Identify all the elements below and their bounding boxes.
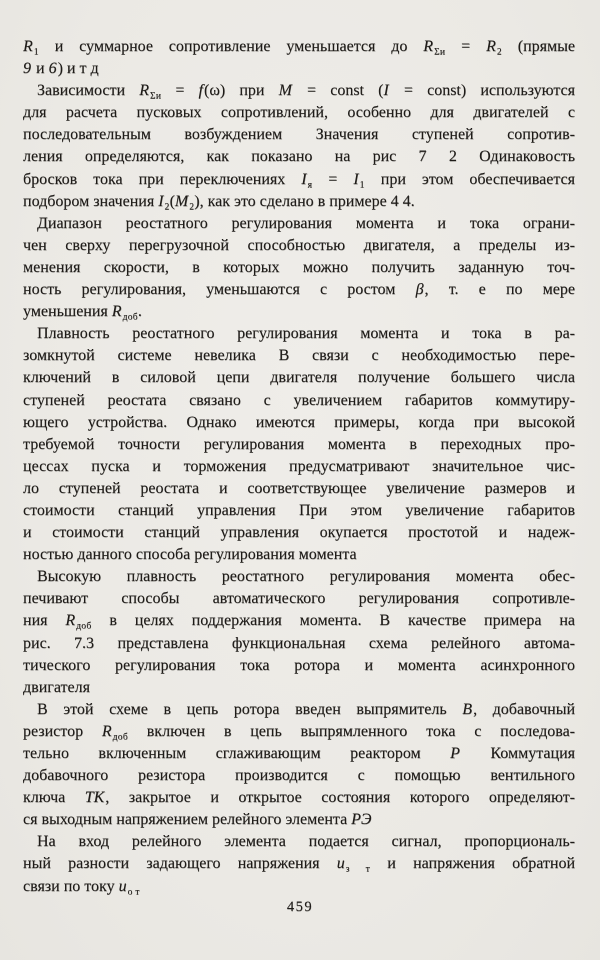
text-run: Высокую плавность реостатного регулирования момента обес- [37,568,575,586]
text-run: печивают способы автоматического регулирования сопротивле- [23,590,575,608]
math-subscript: 2 [496,47,502,58]
text-run: ступеней реостата связано с увеличением габаритов коммутиру- [23,391,575,409]
text-run: резистор [23,722,102,740]
math-subscript: Σи [150,91,162,102]
text-run: и [32,60,49,78]
text-run: менения скорости, в которых можно получить заданную точ- [23,258,575,276]
text-line [23,146,575,168]
text-run: чен сверху перегрузочной способностью двигателя, а пределы из- [23,236,575,254]
text-run: = [445,38,487,55]
text-run: для расчета пусковых сопротивлений, особенно для двигателей с [23,104,575,122]
text-run: , т. е по мере [424,281,575,299]
text-line [23,434,575,456]
text-run: (ω) при [203,82,279,100]
text-line [23,522,575,544]
text-line [23,478,575,500]
text-line [23,412,575,434]
math-subscript: доб [112,732,128,743]
text-run: ления определяются, как показано на рис 7 2 Одинаковость [23,148,575,166]
text-line [23,809,575,831]
text-run: (прямые [501,38,575,55]
text-line [23,102,575,124]
text-run: , добавочный [473,700,575,718]
text-run: стоимости станций управления При этом увеличение габаритов [23,501,575,519]
math-subscript: 2 [189,202,195,213]
text-run: включен в цепь выпрямленного тока с последова- [127,722,575,740]
math-subscript: 2 [164,202,170,213]
text-line [23,301,575,323]
text-run: требуемой точности регулирования момента в переходных про- [23,435,575,453]
text-line [23,721,575,743]
text-run: ния [23,612,66,630]
text-run: тельно включенным сглаживающим реактором [23,745,451,762]
text-run: добавочного резистора производится с помощью вентильного [23,767,575,785]
text-run: В этой схеме в цепь ротора введен выпрямитель [37,700,463,718]
math-variable: R [423,38,434,55]
text-run: Диапазон реостатного регулирования момента и тока ограни- [37,214,575,232]
math-subscript: доб [76,621,92,632]
text-line [23,345,575,367]
text-line [23,213,575,235]
text-line [23,853,575,875]
text-line [23,588,575,610]
text-run: ) и т д [57,60,99,78]
text-run: На вход релейного элемента подается сигнал, пропорциональ- [37,833,575,851]
math-variable: R [23,38,33,55]
text-line [23,191,575,213]
text-line [23,390,575,412]
text-run: подбором значения [23,192,159,210]
text-run: и напряжения обратной [370,855,575,873]
text-line [23,235,575,257]
math-variable: В [462,700,473,718]
math-variable: M [174,192,189,210]
text-run: цессах пуска и торможения предусматривают значительное чис- [23,457,575,475]
text-run: ность регулирования, уменьшаются с ростом [23,281,416,299]
text-line [23,677,575,699]
text-line [23,500,575,522]
math-subscript: доб [122,312,138,323]
math-variable: РЭ [351,811,372,829]
math-variable: ТК [84,789,105,807]
paragraph [23,566,575,699]
text-run: = [312,170,354,188]
math-variable: R [486,38,496,55]
math-variable: β [415,281,424,299]
text-line [23,610,575,632]
text-line [23,124,575,146]
text-run: ный разности задающего напряжения [23,855,337,873]
text-block [23,36,575,898]
text-line [23,655,575,677]
text-run: связи по току [23,877,119,895]
text-run: . [137,303,142,321]
text-line [23,787,575,809]
text-run: ло ступеней реостата и соответствующее увеличение размеров и [23,479,575,497]
text-run: = [161,82,199,100]
text-run: последовательным возбуждением Значения ступеней сопротив- [23,126,575,144]
text-line [23,765,575,787]
text-run: Зависимости [37,82,140,100]
text-run: тического регулирования тока ротора и момента асинхронного [23,656,575,674]
paragraph [23,80,575,213]
text-run: ( [169,192,175,210]
math-subscript: 1 [33,47,39,58]
math-variable: u [336,855,345,873]
math-variable: f [198,82,203,100]
math-variable: 9 [23,60,31,78]
text-run: уменьшения [23,303,112,321]
text-line [23,544,575,566]
text-run: двигателя [23,678,90,696]
text-run: при этом обеспечивается [364,170,575,188]
math-variable: u [118,877,127,895]
text-line [23,633,575,655]
text-run: ностью данного способа регулирования момента [23,546,357,564]
page-number: 459 [286,899,314,915]
math-variable: I [353,170,359,188]
text-run: , закрытое и открытое состояния которого определяют- [105,789,575,807]
text-line [23,323,575,345]
text-run: в целях поддержания момента. В качестве примера на [91,612,575,630]
text-line [23,831,575,853]
math-subscript: 1 [359,180,365,191]
math-variable: R [65,612,76,630]
math-subscript: о т [127,887,140,898]
math-variable: M [278,82,292,100]
paragraph [23,213,575,323]
text-run: рис. 7.3 представлена функциональная схема релейного автома- [23,634,575,652]
text-line [23,80,575,102]
text-run: = const ( [292,82,384,100]
text-line [23,743,575,765]
math-variable: Р [450,745,460,762]
math-subscript: Σи [434,47,446,58]
text-line [23,456,575,478]
text-line [23,58,575,80]
math-variable: I [158,192,164,210]
text-line [23,566,575,588]
text-run: ключа [23,789,85,807]
math-subscript: я [307,180,313,191]
text-run: зомкнутой системе невелика В связи с необходимостью пере- [23,347,575,365]
text-run: ключений в силовой цепи двигателя получение большего числа [23,369,575,387]
text-run: Коммутация [460,745,575,762]
text-run: и стоимости станций управления окупается простотой и надеж- [23,524,575,542]
text-line [23,169,575,191]
paragraph [23,36,575,80]
text-run: и суммарное сопротивление уменьшается до [38,38,424,55]
text-line [23,257,575,279]
text-run: бросков тока при переключениях [23,170,302,188]
math-variable: I [383,82,389,100]
text-line [23,279,575,301]
text-run: = const) используются [389,82,575,100]
text-run: Плавность реостатного регулирования момента и тока в ра- [37,325,575,343]
text-run: ), как это сделано в примере 4 4. [194,192,415,210]
text-line [23,367,575,389]
text-run: ющего устройства. Однако имеются примеры, когда при высокой [23,413,575,431]
math-variable: 6 [48,60,57,78]
math-variable: R [139,82,149,100]
text-run: ся выходным напряжением релейного элемента [23,811,352,829]
math-subscript: з т [345,864,371,875]
text-line [23,36,575,58]
paragraph [23,323,575,566]
text-line [23,699,575,721]
text-line [23,876,575,898]
math-variable: I [301,170,307,188]
paragraph [23,831,575,897]
paragraph [23,699,575,832]
math-variable: R [101,722,112,740]
math-variable: R [111,303,122,321]
